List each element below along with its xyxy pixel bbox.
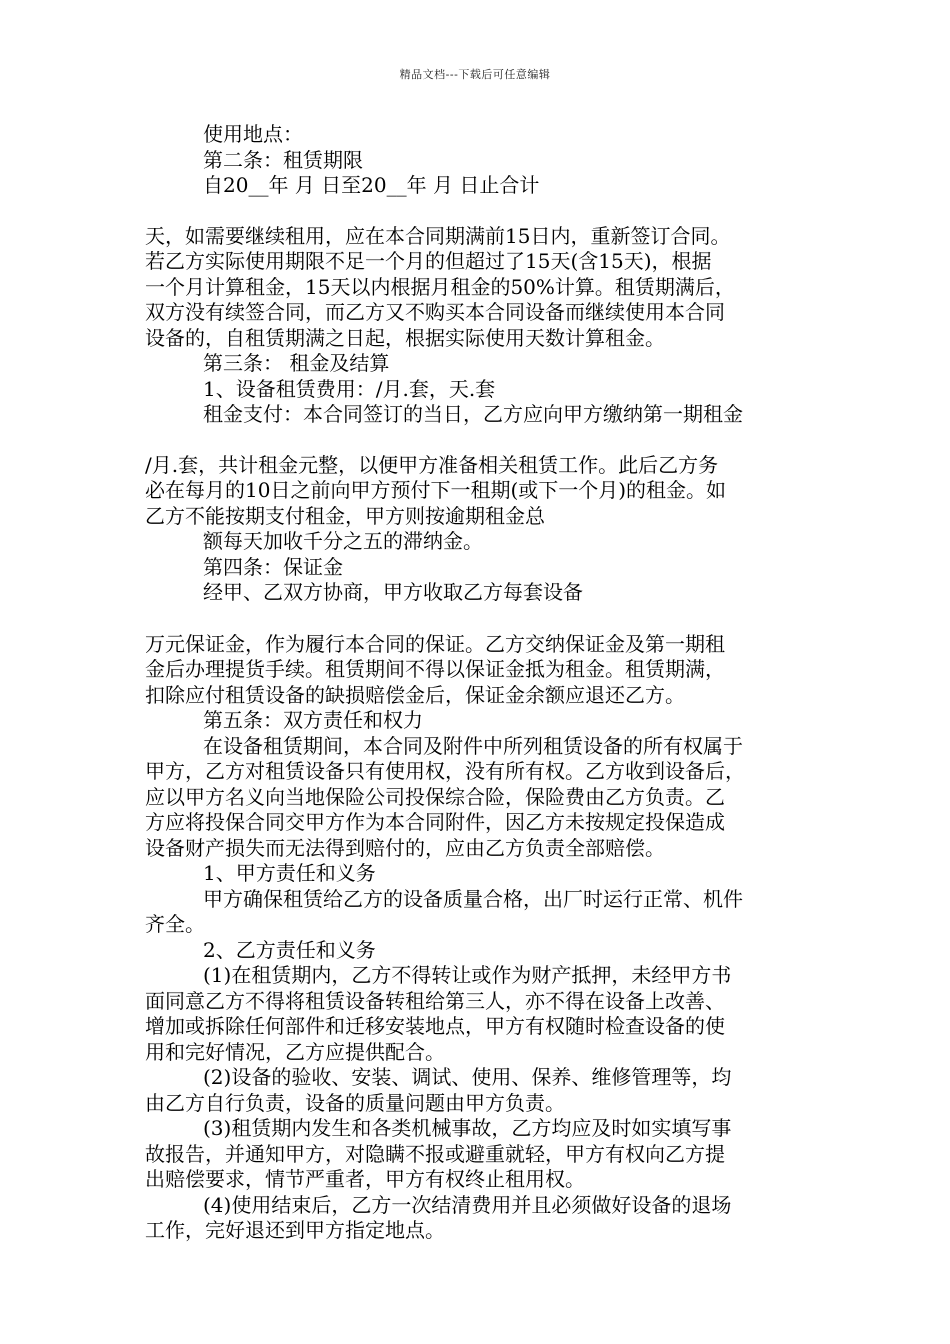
- text-line: 扣除应付租赁设备的缺损赔偿金后，保证金余额应退还乙方。: [145, 682, 685, 707]
- text-line: 增加或拆除任何部件和迁移安装地点，甲方有权随时检查设备的使: [145, 1014, 725, 1038]
- text-line: 齐全。: [145, 912, 205, 936]
- section-heading: 1、甲方责任和义务: [203, 861, 376, 885]
- text-line: 乙方不能按期支付租金，甲方则按逾期租金总: [145, 503, 545, 528]
- text-line: (4)使用结束后，乙方一次结清费用并且必须做好设备的退场: [203, 1192, 732, 1217]
- text-line: (2)设备的验收、安装、调试、使用、保养、维修管理等，均: [203, 1065, 732, 1089]
- text-line: 一个月计算租金，15天以内根据月租金的50%计算。租赁期满后，: [145, 274, 735, 299]
- text-line: 使用地点：: [203, 122, 303, 146]
- text-line: 设备的，自租赁期满之日起，根据实际使用天数计算租金。: [145, 325, 665, 350]
- text-line: 方应将投保合同交甲方作为本合同附件，因乙方未按规定投保造成: [145, 810, 725, 834]
- text-line: 应以甲方名义向当地保险公司投保综合险，保险费由乙方负责。乙: [145, 784, 725, 809]
- text-line: 租金支付：本合同签订的当日，乙方应向甲方缴纳第一期租金: [203, 402, 743, 426]
- text-line: 双方没有续签合同，而乙方又不购买本合同设备而继续使用本合同: [145, 300, 725, 324]
- page-header: 精品文档---下载后可任意编辑: [399, 68, 551, 81]
- article-heading: 第四条：保证金: [203, 554, 343, 579]
- article-heading: 第五条：双方责任和权力: [203, 708, 423, 732]
- text-line: 在设备租赁期间，本合同及附件中所列租赁设备的所有权属于: [203, 733, 743, 758]
- text-line: 甲方确保租赁给乙方的设备质量合格，出厂时运行正常、机件: [203, 886, 743, 911]
- text-line: 天，如需要继续租用，应在本合同期满前15日内，重新签订合同。: [145, 223, 731, 248]
- text-line: 工作，完好退还到甲方指定地点。: [145, 1218, 445, 1242]
- text-line: 1、设备租赁费用：/月.套，天.套: [203, 376, 496, 401]
- text-line: (3)租赁期内发生和各类机械事故，乙方均应及时如实填写事: [203, 1116, 732, 1140]
- text-line: (1)在租赁期内，乙方不得转让或作为财产抵押，未经甲方书: [203, 963, 732, 987]
- text-line: /月.套，共计租金元整，以便甲方准备相关租赁工作。此后乙方务: [145, 452, 719, 477]
- text-line: 用和完好情况，乙方应提供配合。: [145, 1039, 445, 1064]
- text-line: 设备财产损失而无法得到赔付的，应由乙方负责全部赔偿。: [145, 835, 665, 860]
- text-line: 必在每月的10日之前向甲方预付下一租期(或下一个月)的租金。如: [145, 478, 727, 502]
- text-line: 自20__年 月 日至20__年 月 日止合计: [203, 173, 540, 197]
- article-heading: 第三条： 租金及结算: [203, 351, 390, 375]
- article-heading: 第二条：租赁期限: [203, 147, 363, 172]
- text-line: 额每天加收千分之五的滞纳金。: [203, 529, 483, 553]
- text-line: 由乙方自行负责，设备的质量问题由甲方负责。: [145, 1090, 565, 1115]
- text-line: 出赔偿要求，情节严重者，甲方有权终止租用权。: [145, 1167, 585, 1191]
- text-line: 金后办理提货手续。租赁期间不得以保证金抵为租金。租赁期满，: [145, 657, 725, 681]
- text-line: 甲方，乙方对租赁设备只有使用权，没有所有权。乙方收到设备后，: [145, 759, 745, 783]
- text-line: 经甲、乙双方协商，甲方收取乙方每套设备: [203, 580, 583, 604]
- section-heading: 2、乙方责任和义务: [203, 937, 376, 962]
- text-line: 故报告，并通知甲方，对隐瞒不报或避重就轻，甲方有权向乙方提: [145, 1141, 725, 1166]
- text-line: 若乙方实际使用期限不足一个月的但超过了15天(含15天)，根据: [145, 249, 712, 273]
- text-line: 面同意乙方不得将租赁设备转租给第三人，亦不得在设备上改善、: [145, 988, 725, 1013]
- document-body: [145, 122, 815, 1244]
- text-line: 万元保证金，作为履行本合同的保证。乙方交纳保证金及第一期租: [145, 631, 725, 656]
